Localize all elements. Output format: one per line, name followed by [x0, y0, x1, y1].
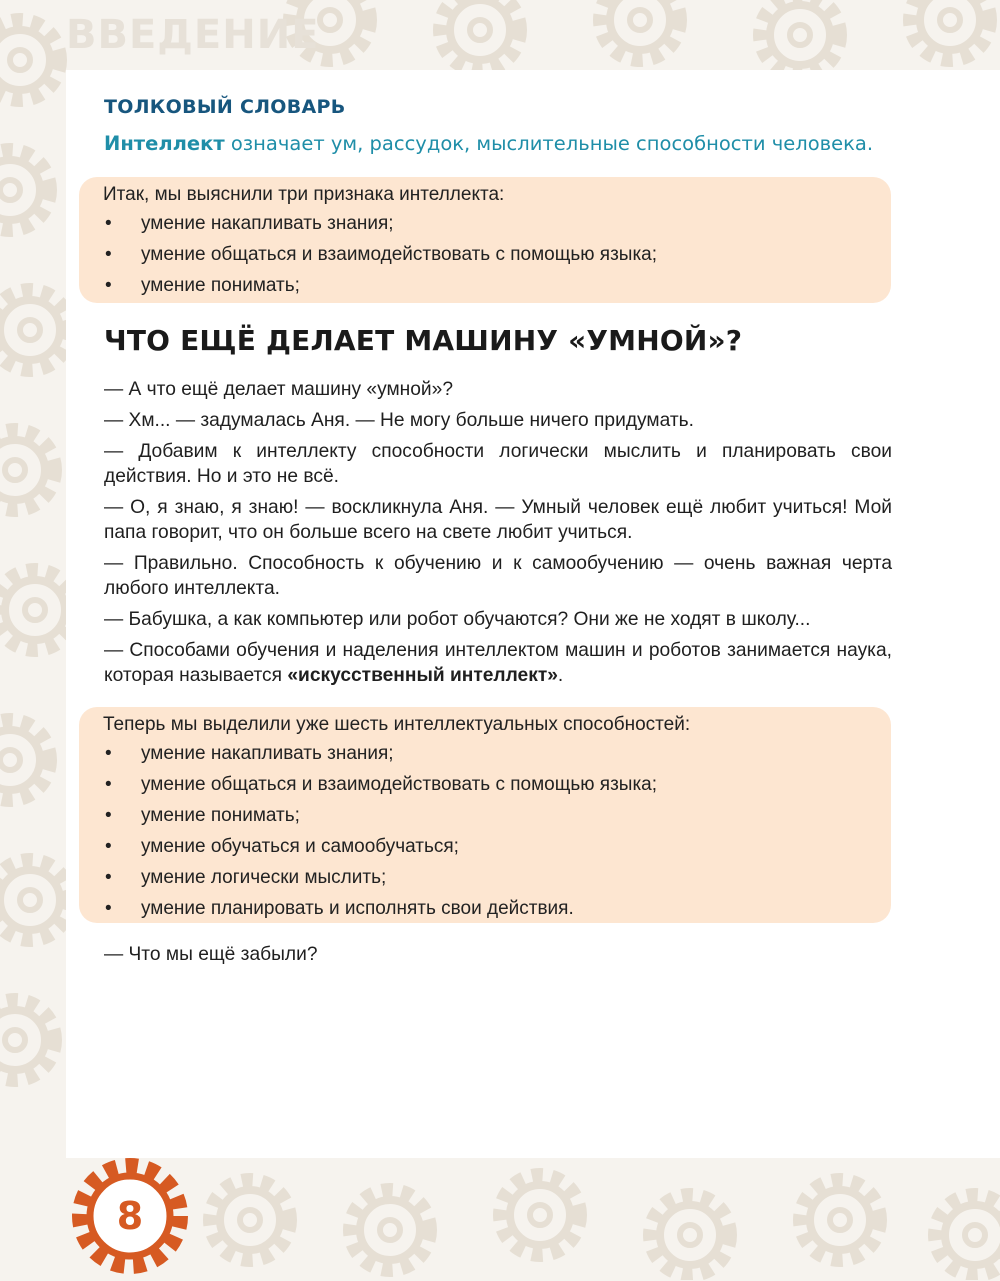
summary-box-six-abilities [79, 707, 891, 923]
list-item [103, 893, 871, 924]
list-item-text: умение планировать и исполнять свои действия. [141, 898, 574, 919]
dialog-paragraph: — Добавим к интеллекту способности логически мыслить и планировать свои действия. Но и это не всё. [104, 441, 892, 487]
dialog-paragraph: — Правильно. Способность к обучению и к самообучению — очень важная черта любого интеллекта. [104, 553, 892, 599]
glossary-definition [104, 132, 944, 155]
list-item-text: умение понимать; [141, 805, 300, 826]
bullet-icon: • [105, 275, 112, 296]
dialog-paragraph: — Хм... — задумалась Аня. — Не могу больше ничего придумать. [104, 410, 694, 431]
bullet-icon: • [105, 805, 112, 826]
list-item [103, 738, 871, 769]
dialog-paragraph-ai [104, 638, 892, 688]
box2-intro: Теперь мы выделили уже шесть интеллектуальных способностей: [103, 714, 691, 735]
dialog-paragraph: — О, я знаю, я знаю! — воскликнула Аня. — Умный человек ещё любит учиться! Мой папа говорит, что он больше всего на свете любит учиться. [104, 497, 892, 543]
bullet-icon: • [105, 867, 112, 888]
closing-line: — Что мы ещё забыли? [104, 944, 318, 965]
summary-box-three-signs [79, 177, 891, 303]
list-item-text: умение накапливать знания; [141, 213, 394, 234]
list-item [103, 769, 871, 800]
page-number-badge [70, 1156, 190, 1276]
paragraph-text: — Способами обучения и наделения интеллектом машин и роботов занимается наука, которая называется [104, 640, 892, 686]
glossary-term: Интеллект [104, 132, 225, 155]
list-item-text: умение накапливать знания; [141, 743, 394, 764]
list-item [103, 862, 871, 893]
list-item [103, 270, 871, 301]
page-number: 8 [116, 1194, 144, 1238]
list-item-text: умение понимать; [141, 275, 300, 296]
box2-list [103, 738, 871, 924]
dialog-paragraph: — А что ещё делает машину «умной»? [104, 379, 453, 400]
bullet-icon: • [105, 213, 112, 234]
section-title: ВВЕДЕНИЕ [66, 12, 320, 58]
list-item-text: умение общаться и взаимодействовать с помощью языка; [141, 774, 658, 795]
box1-list [103, 208, 871, 301]
list-item [103, 208, 871, 239]
list-item [103, 800, 871, 831]
list-item [103, 831, 871, 862]
paragraph-end: . [557, 665, 564, 686]
dialog-text [104, 377, 892, 694]
glossary-heading: ТОЛКОВЫЙ СЛОВАРЬ [104, 96, 346, 118]
bullet-icon: • [105, 898, 112, 919]
dialog-paragraph: — Бабушка, а как компьютер или робот обучаются? Они же не ходят в школу... [104, 609, 811, 630]
ai-term: «искусственный интеллект» [287, 665, 558, 686]
list-item-text: умение общаться и взаимодействовать с помощью языка; [141, 244, 658, 265]
list-item-text: умение логически мыслить; [141, 867, 387, 888]
box1-intro: Итак, мы выяснили три признака интеллекта: [103, 184, 505, 205]
bullet-icon: • [105, 774, 112, 795]
list-item-text: умение обучаться и самообучаться; [141, 836, 459, 857]
section-heading: ЧТО ЕЩЁ ДЕЛАЕТ МАШИНУ «УМНОЙ»? [104, 324, 743, 357]
list-item [103, 239, 871, 270]
bullet-icon: • [105, 743, 112, 764]
bullet-icon: • [105, 244, 112, 265]
glossary-definition-text: означает ум, рассудок, мыслительные способности человека. [224, 132, 874, 155]
bullet-icon: • [105, 836, 112, 857]
